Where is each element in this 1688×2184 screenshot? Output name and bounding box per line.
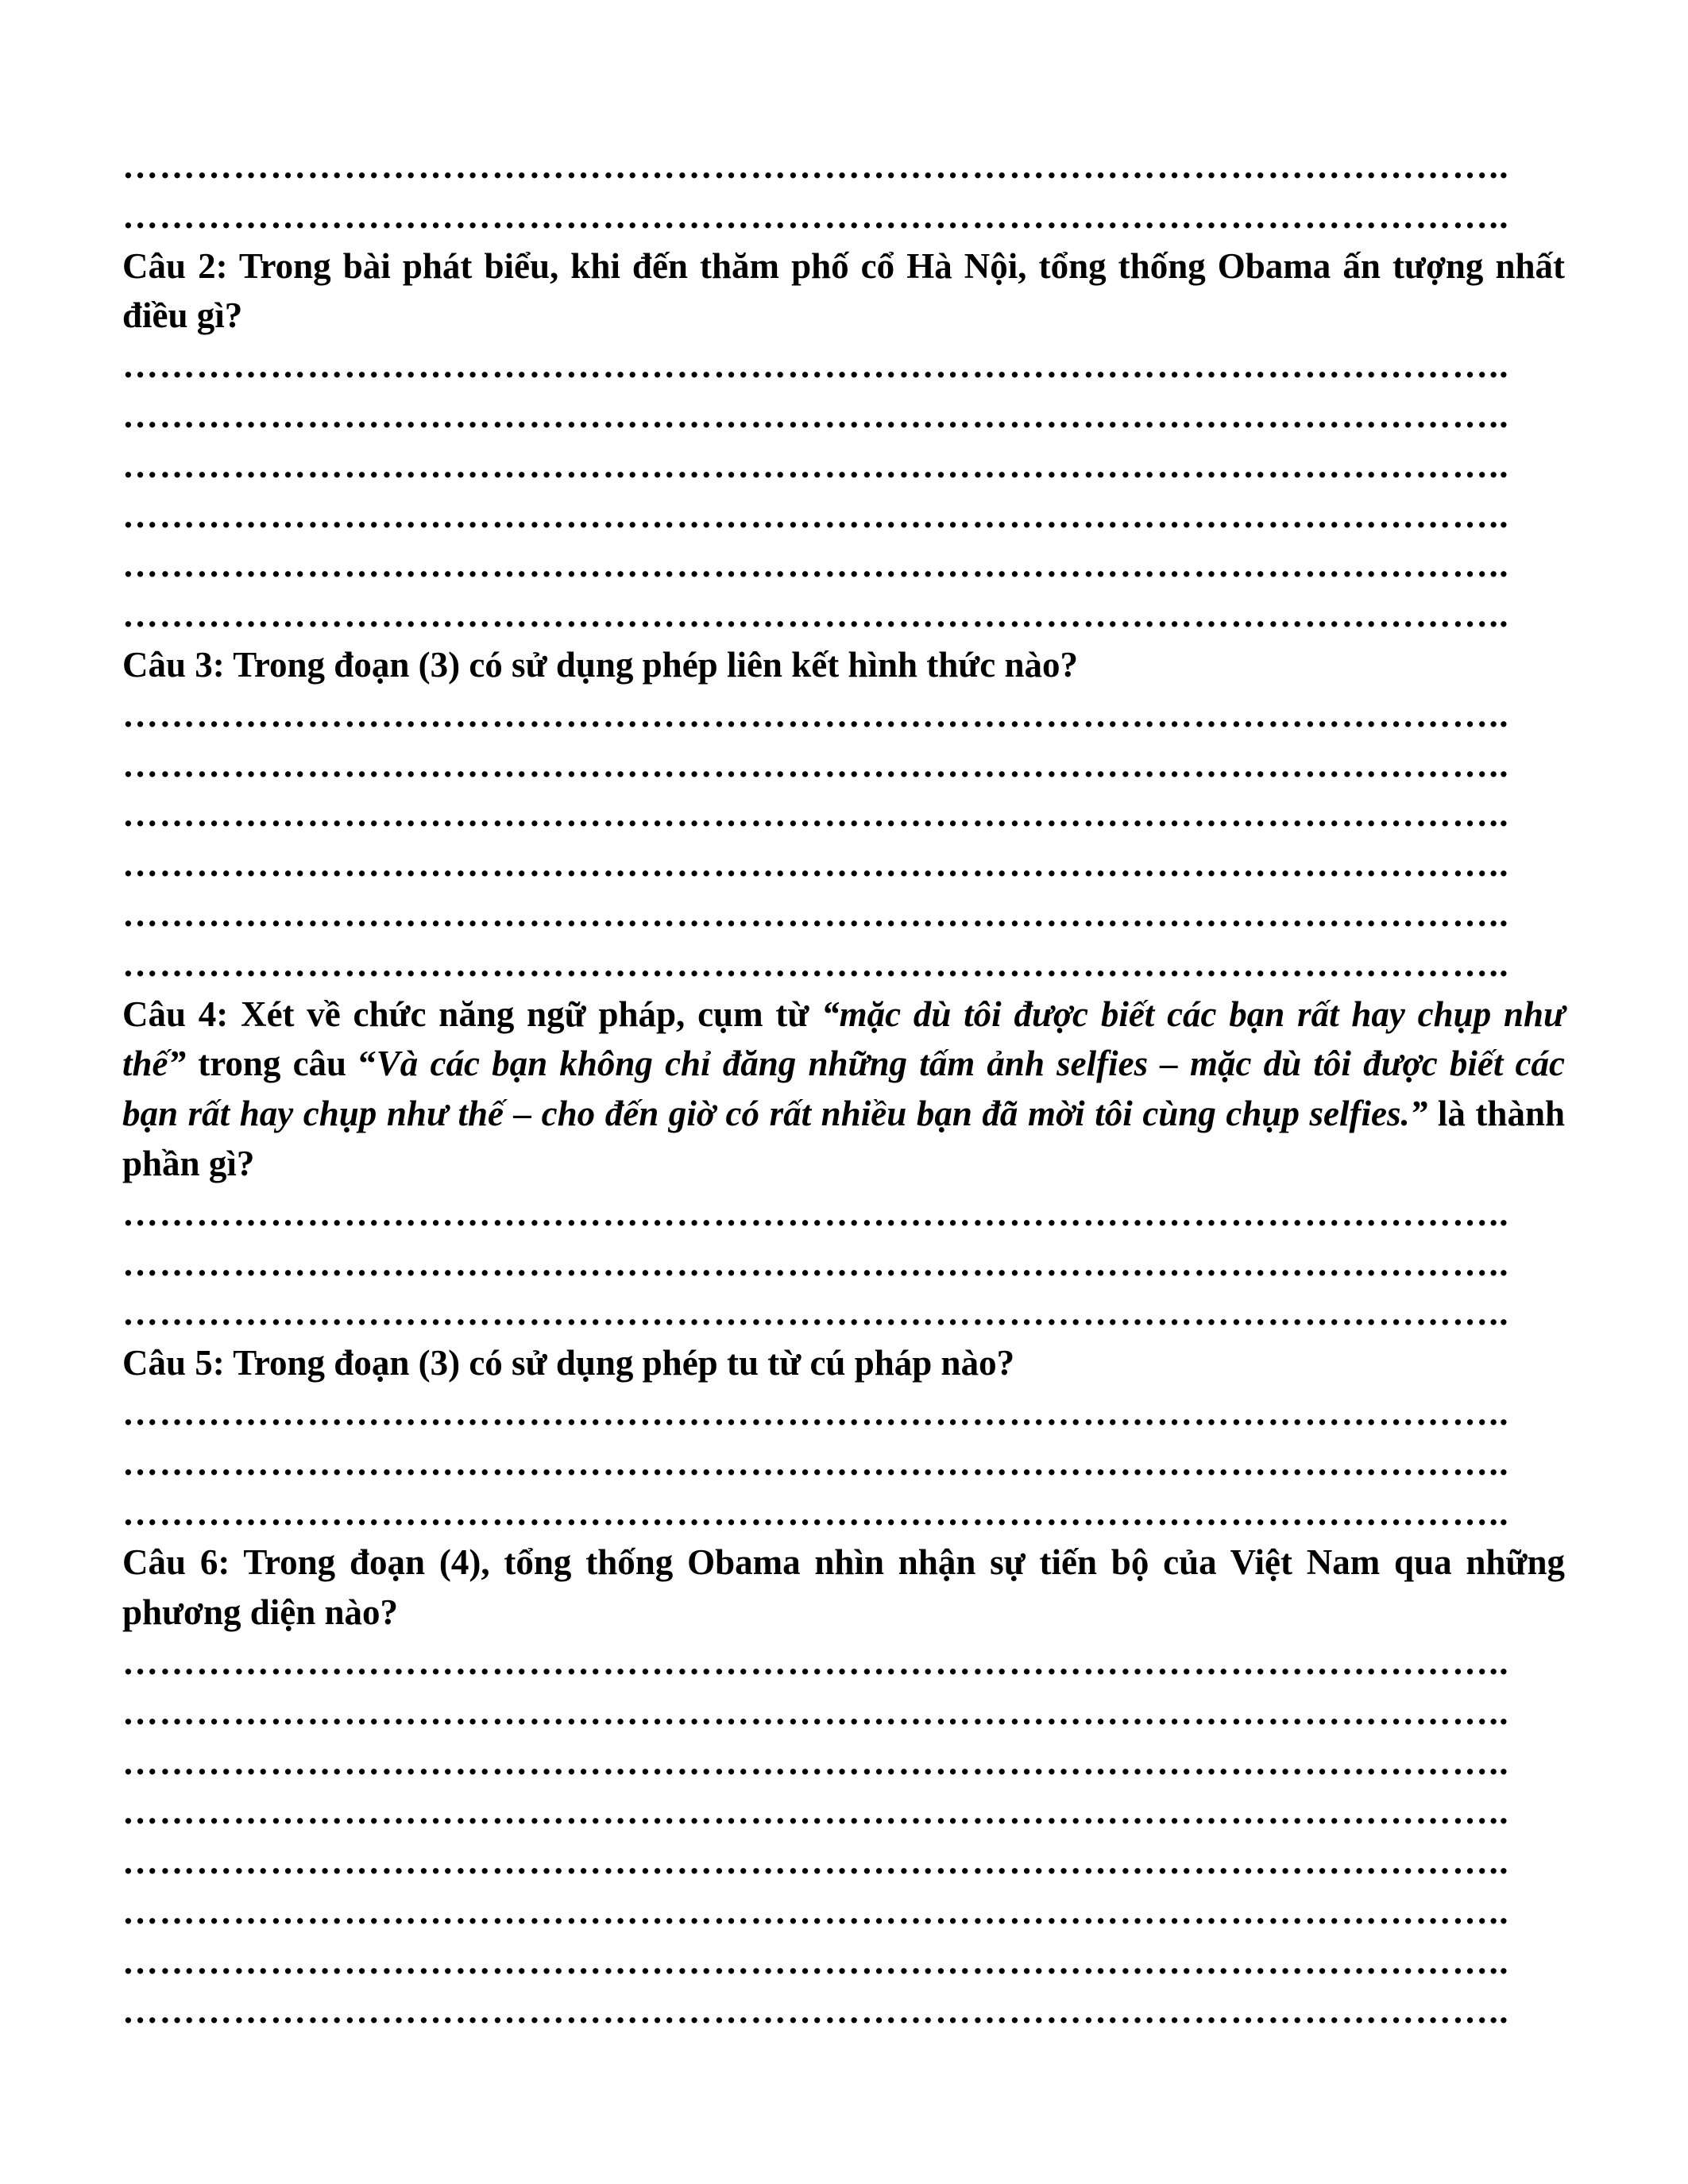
answer-line[interactable]: ………………………………………………………………………………………………….. — [122, 1442, 1509, 1483]
quoted-phrase: Và các bạn không chỉ đăng những tấm ảnh selfies – mặc dù tôi được biết các bạn rất hay chụp như thế – cho đến giờ có rất nhiều bạn đã mời tôi cùng chụp selfies.” — [122, 1044, 1565, 1134]
question-segment: là thành phần gì? — [122, 1094, 1565, 1183]
question-text — [122, 990, 1565, 1189]
answer-line[interactable]: ………………………………………………………………………………………………….. — [122, 395, 1509, 435]
question-text — [122, 241, 1565, 341]
answer-line[interactable]: ………………………………………………………………………………………………….. — [122, 1193, 1509, 1233]
answer-line[interactable]: ………………………………………………………………………………………………….. — [122, 844, 1509, 885]
answer-line[interactable]: ………………………………………………………………………………………………….. — [122, 1392, 1509, 1433]
answer-line[interactable]: ………………………………………………………………………………………………….. — [122, 1742, 1509, 1782]
answer-line[interactable]: ………………………………………………………………………………………………….. — [122, 1842, 1509, 1882]
question-segment: trong câu “ — [186, 1044, 377, 1084]
question-segment: Câu 4: Xét về chức năng ngữ pháp, cụm từ — [122, 994, 822, 1034]
answer-line[interactable]: ………………………………………………………………………………………………….. — [122, 1243, 1509, 1283]
question-segment: Câu 3: Trong đoạn (3) có sử dụng phép liên kết hình thức nào? — [122, 644, 1079, 685]
answer-line[interactable]: ………………………………………………………………………………………………….. — [122, 1792, 1509, 1832]
answer-line[interactable]: ………………………………………………………………………………………………….. — [122, 1991, 1509, 2032]
answer-line[interactable]: ………………………………………………………………………………………………….. — [122, 1492, 1509, 1533]
answer-line[interactable]: ………………………………………………………………………………………………….. — [122, 1891, 1509, 1931]
answer-line[interactable]: ………………………………………………………………………………………………….. — [122, 794, 1509, 835]
answer-line[interactable]: ………………………………………………………………………………………………….. — [122, 1642, 1509, 1682]
question-text — [122, 1338, 1565, 1388]
question-segment: Câu 2: Trong bài phát biểu, khi đến thăm phố cổ Hà Nội, tổng thống Obama ấn tượng nhất điều gì? — [122, 245, 1565, 336]
answer-line[interactable]: ………………………………………………………………………………………………….. — [122, 943, 1509, 984]
answer-line[interactable]: ………………………………………………………………………………………………….. — [122, 595, 1509, 635]
answer-line[interactable]: ………………………………………………………………………………………………….. — [122, 445, 1509, 485]
quoted-phrase: “mặc dù tôi được biết các bạn rất hay chụp như thế” — [122, 994, 1565, 1084]
answer-line[interactable]: ………………………………………………………………………………………………….. — [122, 1293, 1509, 1333]
answer-line[interactable]: ………………………………………………………………………………………………….. — [122, 195, 1509, 236]
answer-line[interactable]: ………………………………………………………………………………………………….. — [122, 744, 1509, 785]
question-segment: Câu 6: Trong đoạn (4), tổng thống Obama nhìn nhận sự tiến bộ của Việt Nam qua những phương diện nào? — [122, 1542, 1565, 1633]
question-segment: Câu 5: Trong đoạn (3) có sử dụng phép tu từ cú pháp nào? — [122, 1343, 1015, 1383]
answer-line[interactable]: ………………………………………………………………………………………………….. — [122, 893, 1509, 934]
answer-line[interactable]: ………………………………………………………………………………………………….. — [122, 1941, 1509, 1981]
answer-line[interactable]: ………………………………………………………………………………………………….. — [122, 495, 1509, 535]
answer-line[interactable]: ………………………………………………………………………………………………….. — [122, 345, 1509, 386]
question-text — [122, 1538, 1565, 1638]
answer-line[interactable]: ………………………………………………………………………………………………….. — [122, 146, 1509, 186]
answer-line[interactable]: ………………………………………………………………………………………………….. — [122, 545, 1509, 585]
worksheet-page — [122, 141, 1565, 2036]
question-text — [122, 640, 1565, 690]
answer-line[interactable]: ………………………………………………………………………………………………….. — [122, 694, 1509, 735]
answer-line[interactable]: ………………………………………………………………………………………………….. — [122, 1692, 1509, 1732]
